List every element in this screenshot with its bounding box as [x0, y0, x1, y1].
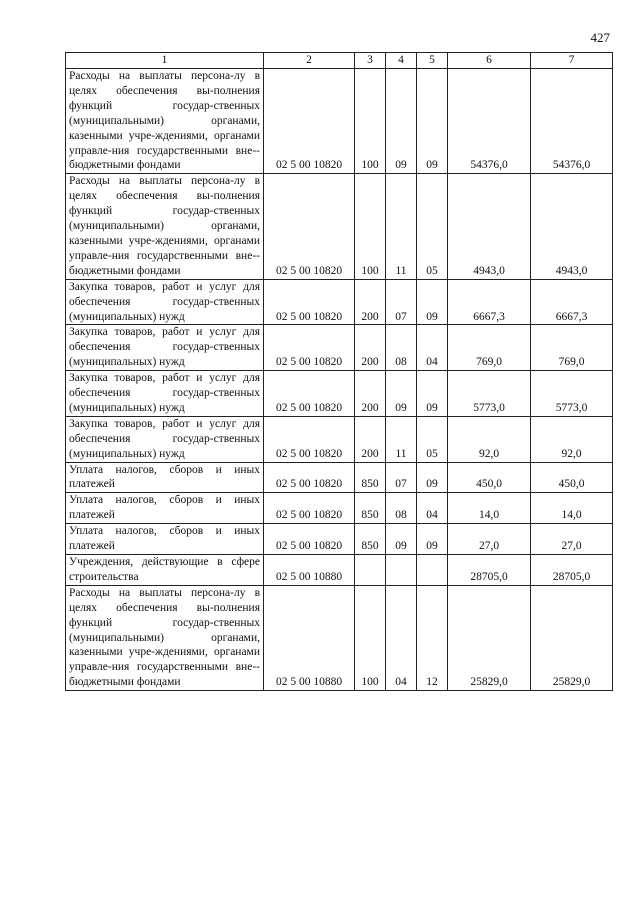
table-row: [66, 524, 613, 555]
expense-type-cell: 200: [355, 279, 386, 325]
subsection-cell: 09: [417, 69, 448, 174]
table-row: [66, 416, 613, 462]
column-header: 5: [417, 53, 448, 69]
section-cell: 07: [386, 279, 417, 325]
table-row: [66, 585, 613, 690]
expense-type-cell: 200: [355, 371, 386, 417]
target-article-cell: 02 5 00 10820: [264, 524, 355, 555]
amount-cell: 28705,0: [531, 555, 613, 586]
subsection-cell: 12: [417, 585, 448, 690]
table-row: [66, 325, 613, 371]
target-article-cell: 02 5 00 10820: [264, 416, 355, 462]
amount-cell: 27,0: [531, 524, 613, 555]
amount-cell: 4943,0: [448, 174, 531, 279]
table-row: [66, 462, 613, 493]
row-name-cell: Учреждения, действующие в сфере строительства: [66, 555, 264, 586]
section-cell: 08: [386, 493, 417, 524]
amount-cell: 14,0: [448, 493, 531, 524]
amount-cell: 25829,0: [531, 585, 613, 690]
section-cell: 11: [386, 416, 417, 462]
amount-cell: 450,0: [531, 462, 613, 493]
table-row: [66, 174, 613, 279]
amount-cell: 92,0: [448, 416, 531, 462]
table-body: [66, 69, 613, 691]
subsection-cell: 09: [417, 371, 448, 417]
page-number: 427: [590, 30, 610, 45]
amount-cell: 769,0: [531, 325, 613, 371]
amount-cell: 6667,3: [531, 279, 613, 325]
amount-cell: 769,0: [448, 325, 531, 371]
section-cell: 09: [386, 371, 417, 417]
table-row: [66, 555, 613, 586]
target-article-cell: 02 5 00 10820: [264, 279, 355, 325]
subsection-cell: 09: [417, 279, 448, 325]
target-article-cell: 02 5 00 10820: [264, 493, 355, 524]
expense-type-cell: 200: [355, 416, 386, 462]
expense-type-cell: 200: [355, 325, 386, 371]
table-row: [66, 371, 613, 417]
column-header: 2: [264, 53, 355, 69]
expense-type-cell: 850: [355, 524, 386, 555]
expense-type-cell: 100: [355, 174, 386, 279]
amount-cell: 14,0: [531, 493, 613, 524]
subsection-cell: 04: [417, 325, 448, 371]
target-article-cell: 02 5 00 10820: [264, 371, 355, 417]
target-article-cell: 02 5 00 10820: [264, 69, 355, 174]
table-row: [66, 493, 613, 524]
amount-cell: 5773,0: [448, 371, 531, 417]
section-cell: 09: [386, 69, 417, 174]
amount-cell: 54376,0: [531, 69, 613, 174]
target-article-cell: 02 5 00 10880: [264, 555, 355, 586]
target-article-cell: 02 5 00 10820: [264, 174, 355, 279]
row-name-cell: Уплата налогов, сборов и иных платежей: [66, 493, 264, 524]
budget-table: [65, 52, 613, 691]
section-cell: 04: [386, 585, 417, 690]
amount-cell: 54376,0: [448, 69, 531, 174]
row-name-cell: Закупка товаров, работ и услуг для обеспечения государ-ственных (муниципальных) нужд: [66, 279, 264, 325]
section-cell: 07: [386, 462, 417, 493]
row-name-cell: Закупка товаров, работ и услуг для обеспечения государ-ственных (муниципальных) нужд: [66, 325, 264, 371]
row-name-cell: Закупка товаров, работ и услуг для обеспечения государ-ственных (муниципальных) нужд: [66, 416, 264, 462]
subsection-cell: 05: [417, 416, 448, 462]
column-header: 7: [531, 53, 613, 69]
target-article-cell: 02 5 00 10820: [264, 325, 355, 371]
section-cell: 08: [386, 325, 417, 371]
amount-cell: 28705,0: [448, 555, 531, 586]
amount-cell: 450,0: [448, 462, 531, 493]
header-row: [66, 53, 613, 69]
row-name-cell: Расходы на выплаты персона-лу в целях обеспечения вы-полнения функций государ-ственных (муниципальными) органами, казенными учре-ждениями, органами управле-ния государственными вне-бюджетными фондами: [66, 69, 264, 174]
subsection-cell: 09: [417, 462, 448, 493]
row-name-cell: Расходы на выплаты персона-лу в целях обеспечения вы-полнения функций государ-ственных (муниципальными) органами, казенными учре-ждениями, органами управле-ния государственными вне-бюджетными фондами: [66, 174, 264, 279]
amount-cell: 92,0: [531, 416, 613, 462]
amount-cell: 27,0: [448, 524, 531, 555]
row-name-cell: Расходы на выплаты персона-лу в целях обеспечения вы-полнения функций государ-ственных (муниципальными) органами, казенными учре-ждениями, органами управле-ния государственными вне-бюджетными фондами: [66, 585, 264, 690]
subsection-cell: 04: [417, 493, 448, 524]
amount-cell: 5773,0: [531, 371, 613, 417]
expense-type-cell: 100: [355, 585, 386, 690]
expense-type-cell: [355, 555, 386, 586]
column-header: 1: [66, 53, 264, 69]
table-row: [66, 279, 613, 325]
expense-type-cell: 850: [355, 493, 386, 524]
subsection-cell: 05: [417, 174, 448, 279]
column-header: 6: [448, 53, 531, 69]
amount-cell: 4943,0: [531, 174, 613, 279]
expense-type-cell: 850: [355, 462, 386, 493]
column-header: 4: [386, 53, 417, 69]
row-name-cell: Уплата налогов, сборов и иных платежей: [66, 524, 264, 555]
section-cell: 09: [386, 524, 417, 555]
row-name-cell: Закупка товаров, работ и услуг для обеспечения государ-ственных (муниципальных) нужд: [66, 371, 264, 417]
column-header: 3: [355, 53, 386, 69]
expense-type-cell: 100: [355, 69, 386, 174]
table-row: [66, 69, 613, 174]
row-name-cell: Уплата налогов, сборов и иных платежей: [66, 462, 264, 493]
subsection-cell: [417, 555, 448, 586]
amount-cell: 25829,0: [448, 585, 531, 690]
target-article-cell: 02 5 00 10880: [264, 585, 355, 690]
target-article-cell: 02 5 00 10820: [264, 462, 355, 493]
amount-cell: 6667,3: [448, 279, 531, 325]
subsection-cell: 09: [417, 524, 448, 555]
section-cell: 11: [386, 174, 417, 279]
section-cell: [386, 555, 417, 586]
